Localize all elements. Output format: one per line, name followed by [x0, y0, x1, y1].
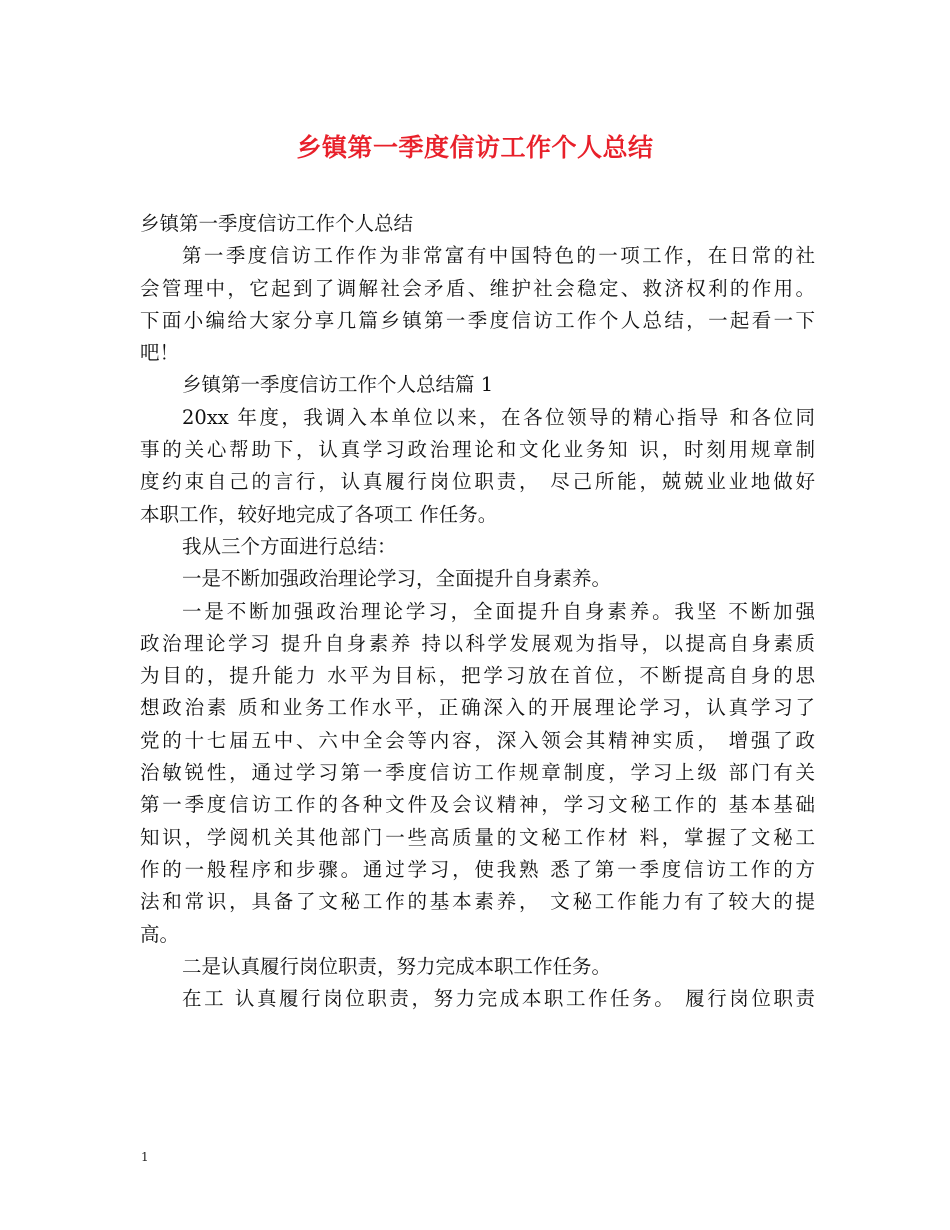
- text-line: 第一季度信访工作作为非常富有中国特色的一项工作，在日常的社: [182, 244, 815, 268]
- text-line: 高。: [140, 922, 180, 946]
- page-number: 1: [141, 1150, 149, 1164]
- text-line: 本职工作，较好地完成了各项工 作任务。: [140, 502, 498, 526]
- text-line: 为目的，提升能力 水平为目标，把学习放在首位，不断提高自身的思: [140, 664, 815, 688]
- text-line: 下面小编给大家分享几篇乡镇第一季度信访工作个人总结，一起看一下: [140, 308, 815, 332]
- text-line: 在工 认真履行岗位职责，努力完成本职工作任务。 履行岗位职责: [182, 987, 815, 1011]
- text-line: 政治理论学习 提升自身素养 持以科学发展观为指导，以提高自身素质: [140, 631, 815, 655]
- text-line: 我从三个方面进行总结：: [182, 534, 397, 558]
- text-line: 会管理中，它起到了调解社会矛盾、维护社会稳定、救济权利的作用。: [140, 276, 815, 300]
- text-line: 治敏锐性，通过学习第一季度信访工作规章制度，学习上级 部门有关: [140, 761, 815, 785]
- text-line: 乡镇第一季度信访工作个人总结: [140, 212, 414, 235]
- text-line: 事的关心帮助下，认真学习政治理论和文化业务知 识，时刻用规章制: [140, 438, 815, 462]
- text-line: 知识，学阅机关其他部门一些高质量的文秘工作材 料，掌握了文秘工: [140, 825, 815, 849]
- document-body: [140, 208, 815, 1015]
- text-line: 度约束自己的言行，认真履行岗位职责， 尽己所能，兢兢业业地做好: [140, 470, 815, 494]
- text-line: 作的一般程序和步骤。通过学习，使我熟 悉了第一季度信访工作的方: [140, 857, 815, 881]
- document-title: 乡镇第一季度信访工作个人总结: [296, 133, 654, 162]
- text-line: 吧！: [140, 341, 180, 365]
- text-line: 一是不断加强政治理论学习，全面提升自身素养。我坚 不断加强: [182, 599, 815, 623]
- text-line: 第一季度信访工作的各种文件及会议精神，学习文秘工作的 基本基础: [140, 793, 815, 817]
- text-line: 乡镇第一季度信访工作个人总结篇 1: [182, 373, 494, 397]
- text-line: 想政治素 质和业务工作水平，正确深入的开展理论学习，认真学习了: [140, 696, 815, 720]
- text-line: 二是认真履行岗位职责，努力完成本职工作任务。: [182, 954, 612, 978]
- text-line: 法和常识，具备了文秘工作的基本素养， 文秘工作能力有了较大的提: [140, 890, 815, 914]
- text-line: 一是不断加强政治理论学习，全面提升自身素养。: [182, 567, 612, 591]
- text-line: 党的十七届五中、六中全会等内容，深入领会其精神实质， 增强了政: [140, 728, 815, 752]
- text-line: 20xx 年度，我调入本单位以来，在各位领导的精心指导 和各位同: [182, 405, 815, 429]
